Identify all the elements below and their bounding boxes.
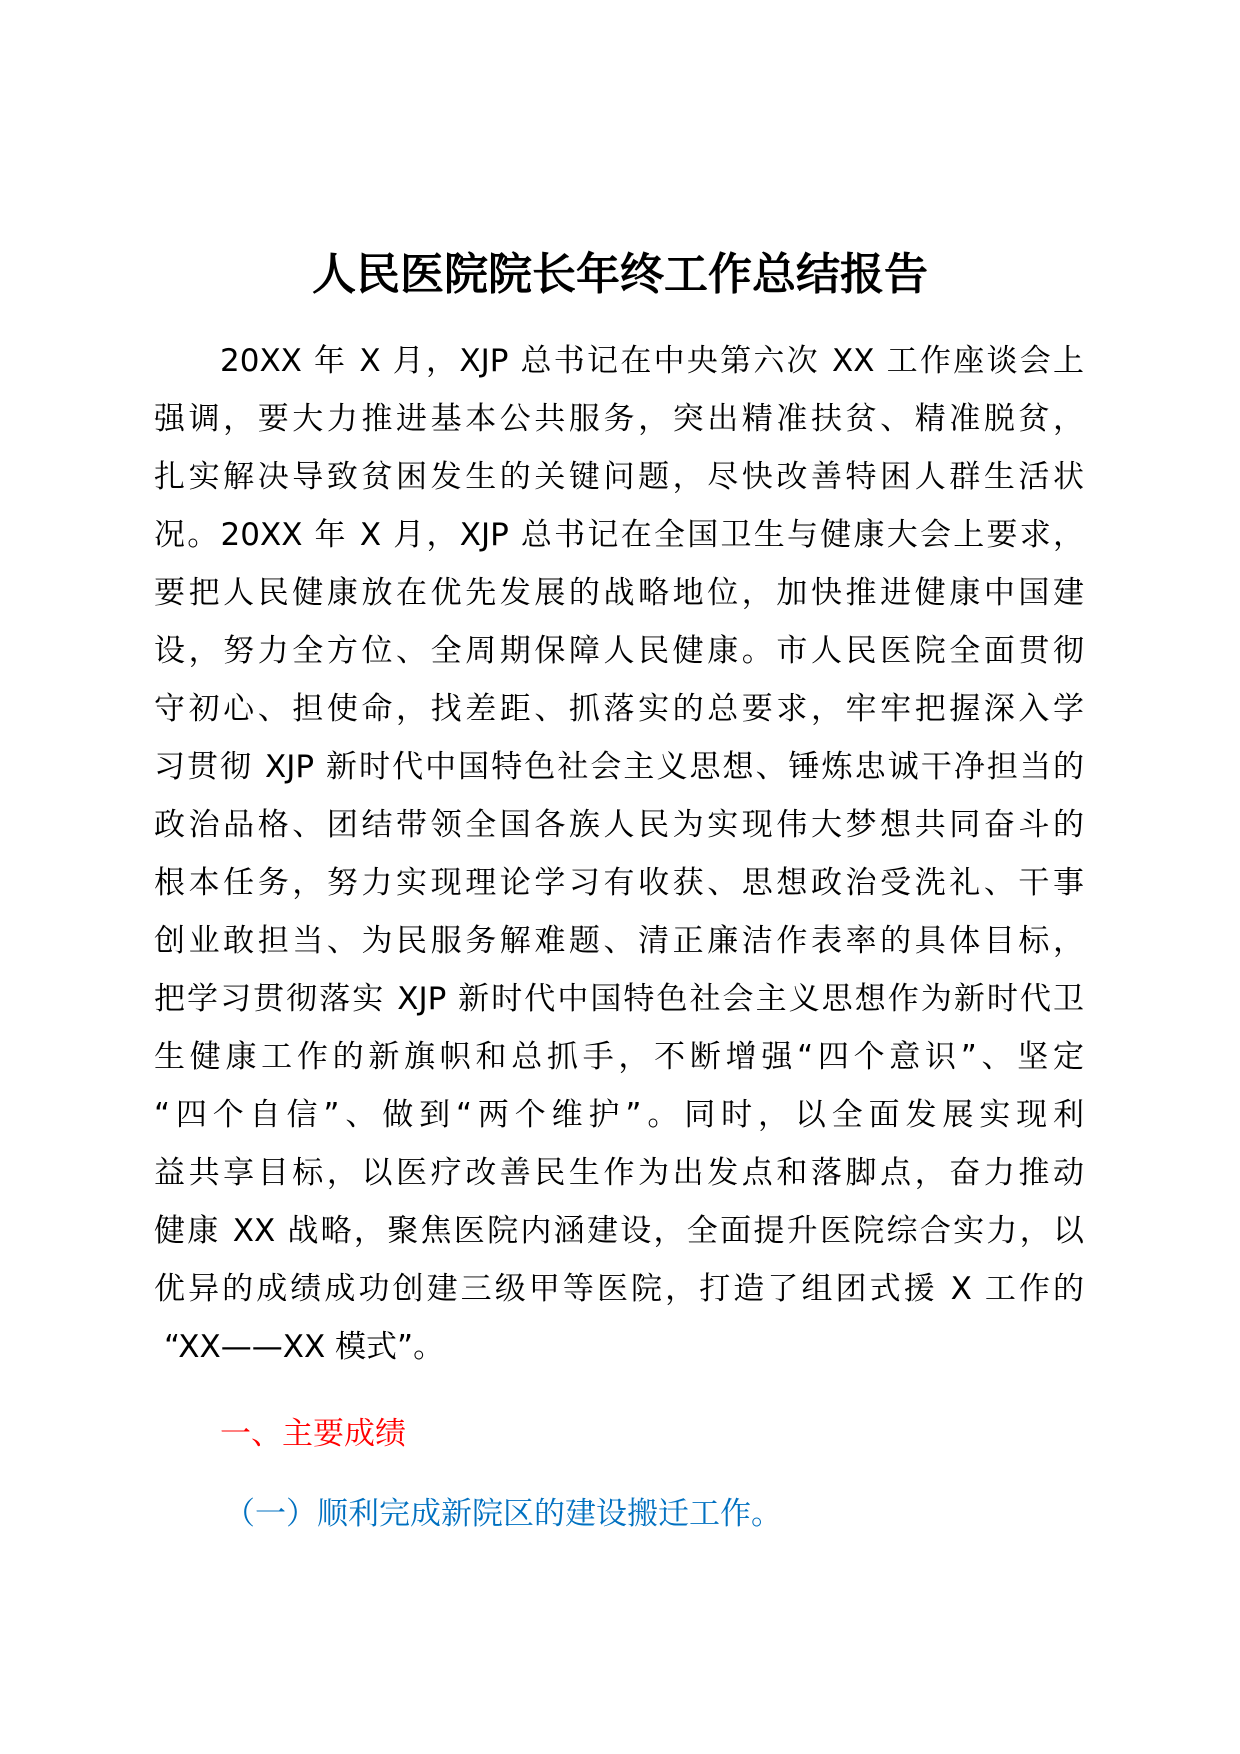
paragraph-line: “XX——XX 模式”。 — [164, 1329, 445, 1365]
intro-paragraph — [154, 338, 1084, 1382]
paragraph-line: 把学习贯彻落实 XJP 新时代中国特色社会主义思想作为新时代卫 — [154, 981, 1084, 1017]
paragraph-line: “四个自信”、做到“两个维护”。同时，以全面发展实现利 — [154, 1097, 1084, 1133]
paragraph-line: 20XX 年 X 月，XJP 总书记在中央第六次 XX 工作座谈会上 — [220, 343, 1084, 379]
paragraph-line: 健康 XX 战略，聚焦医院内涵建设，全面提升医院综合实力，以 — [154, 1213, 1084, 1249]
paragraph-line: 政治品格、团结带领全国各族人民为实现伟大梦想共同奋斗的 — [154, 807, 1084, 843]
document-title: 人民医院院长年终工作总结报告 — [312, 249, 928, 300]
paragraph-line: 优异的成绩成功创建三级甲等医院，打造了组团式援 X 工作的 — [154, 1271, 1084, 1307]
paragraph-line: 设，努力全方位、全周期保障人民健康。市人民医院全面贯彻 — [154, 633, 1084, 669]
paragraph-line: 习贯彻 XJP 新时代中国特色社会主义思想、锤炼忠诚干净担当的 — [154, 749, 1084, 785]
paragraph-line: 况。20XX 年 X 月，XJP 总书记在全国卫生与健康大会上要求， — [154, 517, 1084, 553]
paragraph-line: 强调，要大力推进基本公共服务，突出精准扶贫、精准脱贫， — [154, 401, 1084, 437]
paragraph-line: 生健康工作的新旗帜和总抓手，不断增强“四个意识”、坚定 — [154, 1039, 1084, 1075]
paragraph-line: 扎实解决导致贫困发生的关键问题，尽快改善特困人群生活状 — [154, 459, 1084, 495]
subsection-heading-new-campus: （一）顺利完成新院区的建设搬迁工作。 — [224, 1496, 782, 1532]
section-heading-main-achievements: 一、主要成绩 — [220, 1416, 406, 1452]
paragraph-line: 益共享目标，以医疗改善民生作为出发点和落脚点，奋力推动 — [154, 1155, 1084, 1191]
paragraph-line: 创业敢担当、为民服务解难题、清正廉洁作表率的具体目标， — [154, 923, 1084, 959]
paragraph-line: 守初心、担使命，找差距、抓落实的总要求，牢牢把握深入学 — [154, 691, 1084, 727]
paragraph-line: 要把人民健康放在优先发展的战略地位，加快推进健康中国建 — [154, 575, 1084, 611]
paragraph-line: 根本任务，努力实现理论学习有收获、思想政治受洗礼、干事 — [154, 865, 1084, 901]
